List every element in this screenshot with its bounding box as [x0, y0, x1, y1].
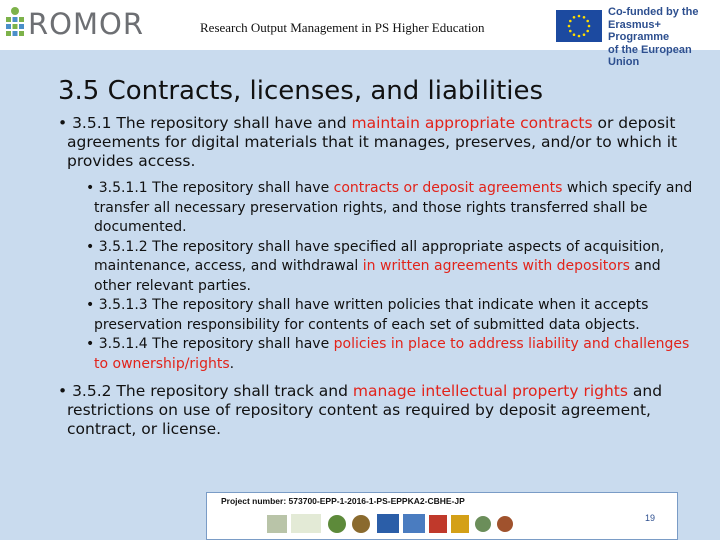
- romor-logo-text: ROMOR: [28, 7, 144, 41]
- romor-logo-icon: [4, 6, 26, 40]
- bullet-text: • 3.5.1.2 The repository shall have specified all appropriate aspects of acquisition, maintenance, access, and withdrawal: [86, 238, 665, 274]
- bullet-text: • 3.5.2 The repository shall track and: [58, 382, 353, 400]
- page-number: 19: [644, 513, 655, 523]
- header-title: Research Output Management in PS Higher Education: [200, 20, 485, 35]
- erasmus-cofunding-text: [608, 6, 718, 69]
- bullet-text: which specify and transfer all necessary preservation rights, and those rights transferred shall be documented.: [94, 180, 693, 235]
- eu-text-line: Co-funded by the: [608, 6, 699, 18]
- bullet-3-5-1: [58, 114, 698, 171]
- eu-text-line: Erasmus+ Programme: [608, 18, 670, 43]
- slide-title: 3.5 Contracts, licenses, and liabilities: [58, 76, 544, 106]
- bullet-text: or deposit agreements for digital materials that it manages, preserves, and/or to which it provides access.: [67, 114, 678, 170]
- bullet-text: • 3.5.1 The repository shall have and: [58, 114, 352, 132]
- bullet-highlight: maintain appropriate contracts: [351, 114, 593, 132]
- bullet-text: • 3.5.1.1 The repository shall have: [86, 180, 334, 196]
- bullet-text: • 3.5.1.3 The repository shall have written policies that indicate when it accepts preservation responsibility for contents of each set of submitted data objects.: [86, 297, 649, 333]
- bullet-highlight: contracts or deposit agreements: [333, 180, 563, 196]
- bullet-text: and restrictions on use of repository content as required by deposit agreement, contract, or license.: [67, 382, 663, 438]
- project-number: Project number: 573700-EPP-1-2016-1-PS-EPPKA2-CBHE-JP: [221, 496, 465, 506]
- eu-text-line: of the European Union: [608, 43, 692, 68]
- bullet-3-5-1-2: [86, 238, 698, 297]
- bullet-highlight: in written agreements with depositors: [362, 258, 630, 274]
- eu-flag-icon: [556, 10, 602, 42]
- partner-logos-icon: [265, 511, 625, 535]
- bullet-highlight: manage intellectual property rights: [352, 382, 628, 400]
- bullet-text: and other relevant parties.: [94, 258, 661, 294]
- bullet-3-5-1-1: [86, 179, 698, 238]
- bullet-3-5-2: [58, 382, 698, 439]
- bullet-3-5-1-4: [86, 335, 698, 374]
- bullet-text: • 3.5.1.4 The repository shall have: [86, 336, 334, 352]
- slide-header: [0, 0, 720, 68]
- slide-footer: [206, 492, 678, 540]
- romor-logo: [4, 4, 144, 44]
- bullet-highlight: policies in place to address liability and challenges to ownership/rights: [94, 336, 690, 372]
- slide-content: [58, 114, 698, 439]
- bullet-3-5-1-3: [86, 296, 698, 335]
- bullet-text: .: [229, 355, 235, 372]
